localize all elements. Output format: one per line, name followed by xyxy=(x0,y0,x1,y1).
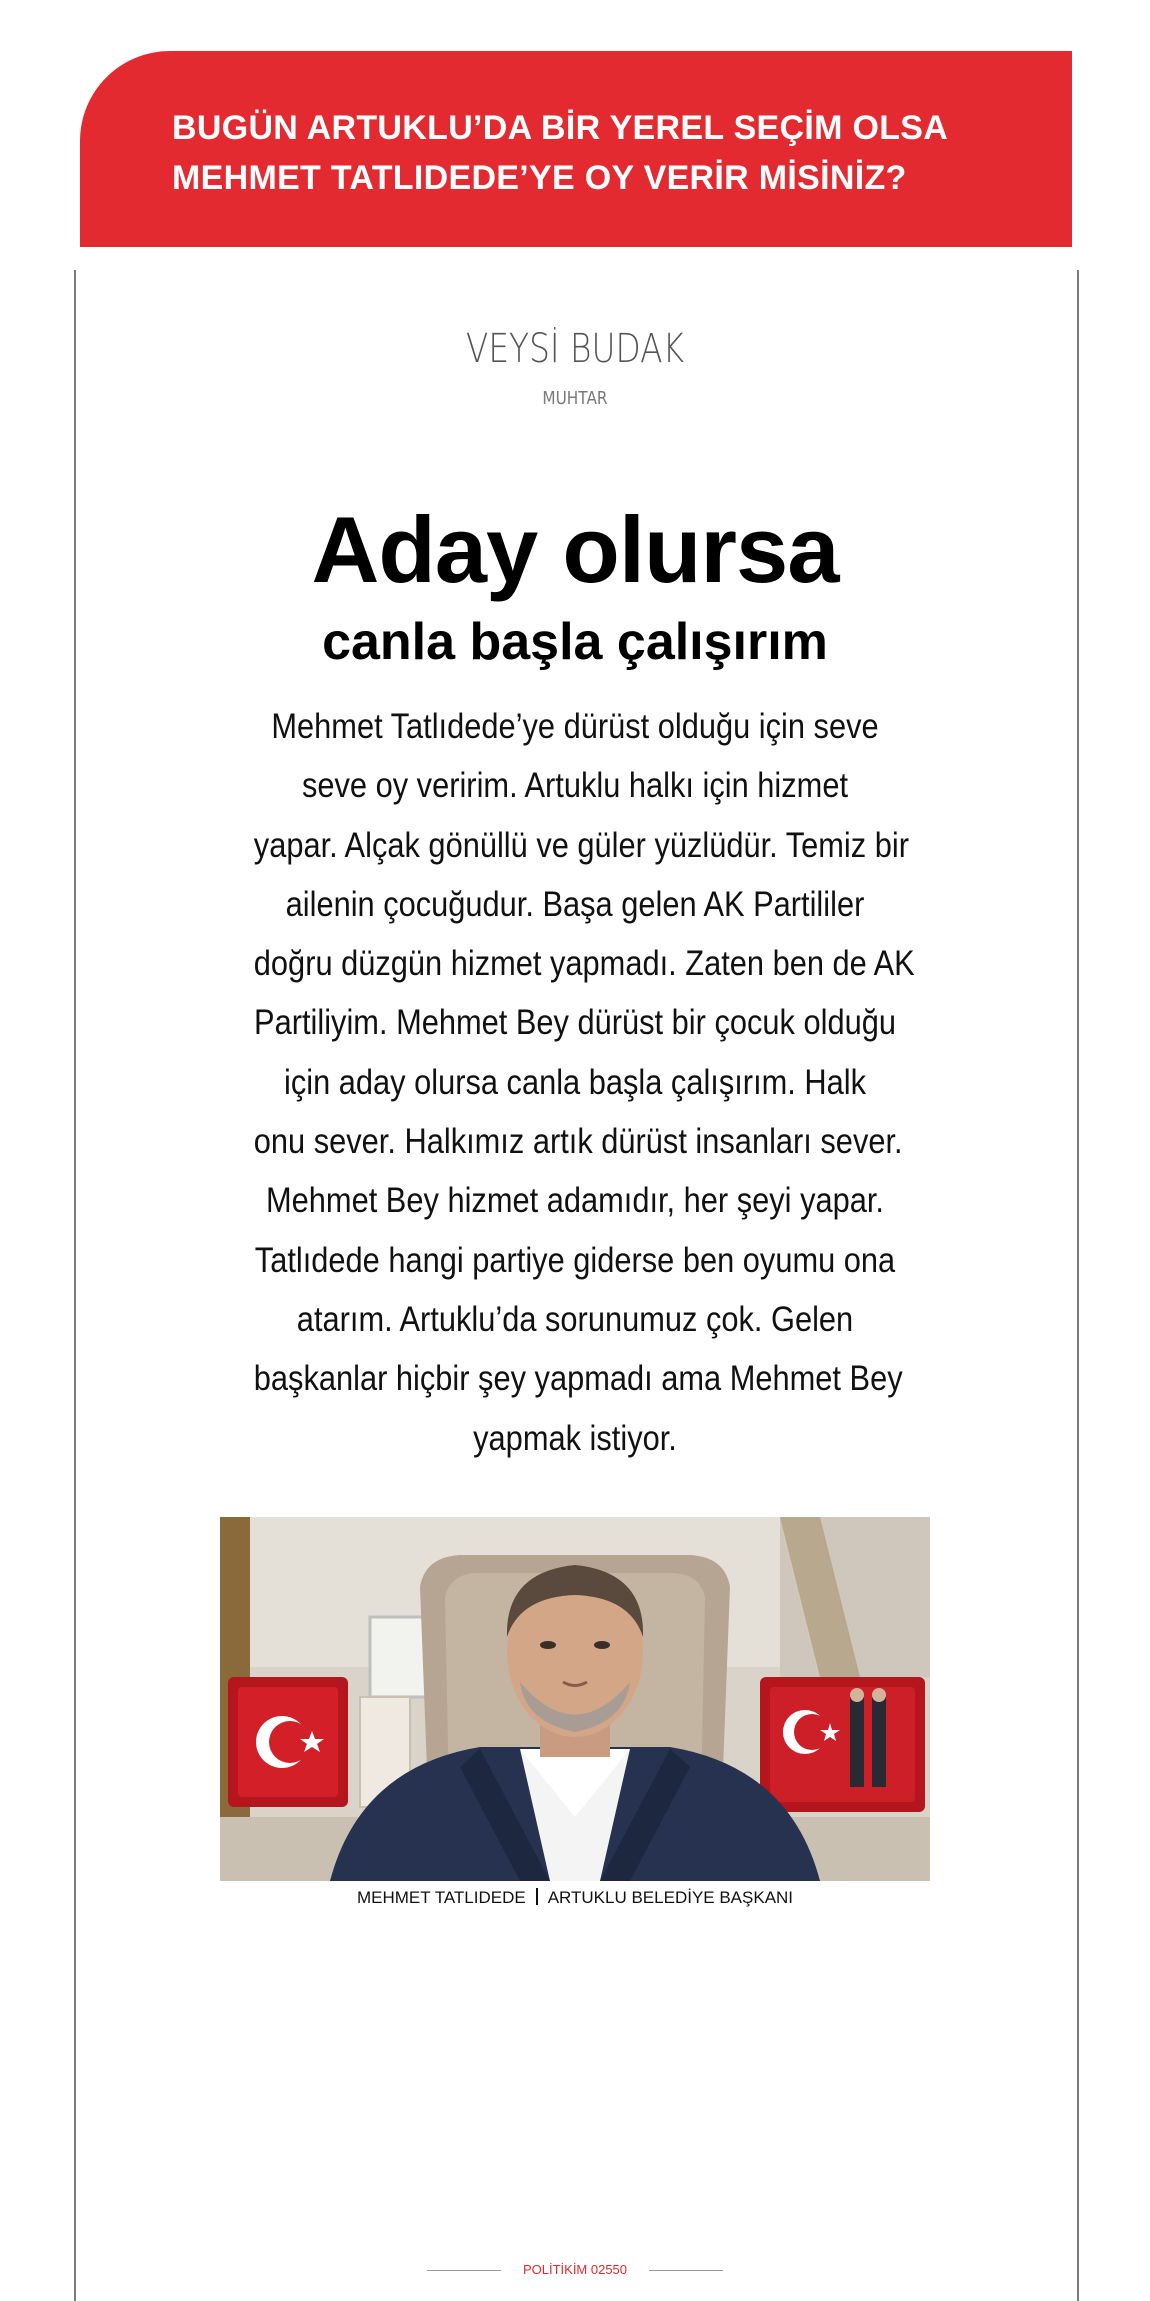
mayor-photo xyxy=(220,1517,930,1881)
body-line: doğru düzgün hizmet yapmadı. Zaten ben de AK xyxy=(253,944,915,984)
caption-separator xyxy=(536,1888,538,1905)
caption-name: MEHMET TATLIDEDE xyxy=(356,1888,526,1907)
body-line: için aday olursa canla başla çalışırım. Halk xyxy=(283,1062,867,1102)
footer-rule-right xyxy=(649,2270,723,2271)
author-role: MUHTAR xyxy=(542,388,608,409)
article-headline: Aday olursa xyxy=(311,497,839,602)
body-line: onu sever. Halkımız artık dürüst insanları sever. xyxy=(253,1122,903,1162)
photo-caption xyxy=(0,1888,1150,1908)
author-name: VEYSİ BUDAK xyxy=(465,326,685,372)
footer-rule-left xyxy=(427,2270,501,2271)
body-line: Partiliyim. Mehmet Bey dürüst bir çocuk olduğu xyxy=(254,1003,896,1043)
mayor-portrait-image xyxy=(220,1517,930,1881)
caption-title: ARTUKLU BELEDİYE BAŞKANI xyxy=(547,1888,794,1907)
question-banner xyxy=(80,51,1072,247)
footer-label: POLİTİKİM 02550 xyxy=(522,2262,628,2277)
body-line: yapmak istiyor. xyxy=(473,1418,677,1458)
body-line: Tatlıdede hangi partiye giderse ben oyumu ona xyxy=(254,1240,896,1280)
body-line: ailenin çocuğudur. Başa gelen AK Partililer xyxy=(285,884,865,924)
body-line: Mehmet Bey hizmet adamıdır, her şeyi yapar. xyxy=(265,1181,884,1221)
body-line: Mehmet Tatlıdede’ye dürüst olduğu için seve xyxy=(271,707,879,746)
body-line: yapar. Alçak gönüllü ve güler yüzlüdür. Temiz bir xyxy=(253,825,909,865)
article-body xyxy=(210,697,940,1468)
body-line: atarım. Artuklu’da sorunumuz çok. Gelen xyxy=(296,1299,854,1339)
body-line: başkanlar hiçbir şey yapmadı ama Mehmet Bey xyxy=(253,1359,903,1399)
page-footer xyxy=(0,2262,1150,2277)
body-line: seve oy veririm. Artuklu halkı için hizmet xyxy=(301,766,849,806)
article-subheadline: canla başla çalışırım xyxy=(322,613,828,671)
banner-question-line-1: BUGÜN ARTUKLU’DA BİR YEREL SEÇİM OLSA xyxy=(172,109,949,147)
banner-question-line-2: MEHMET TATLIDEDE’YE OY VERİR MİSİNİZ? xyxy=(172,159,907,197)
